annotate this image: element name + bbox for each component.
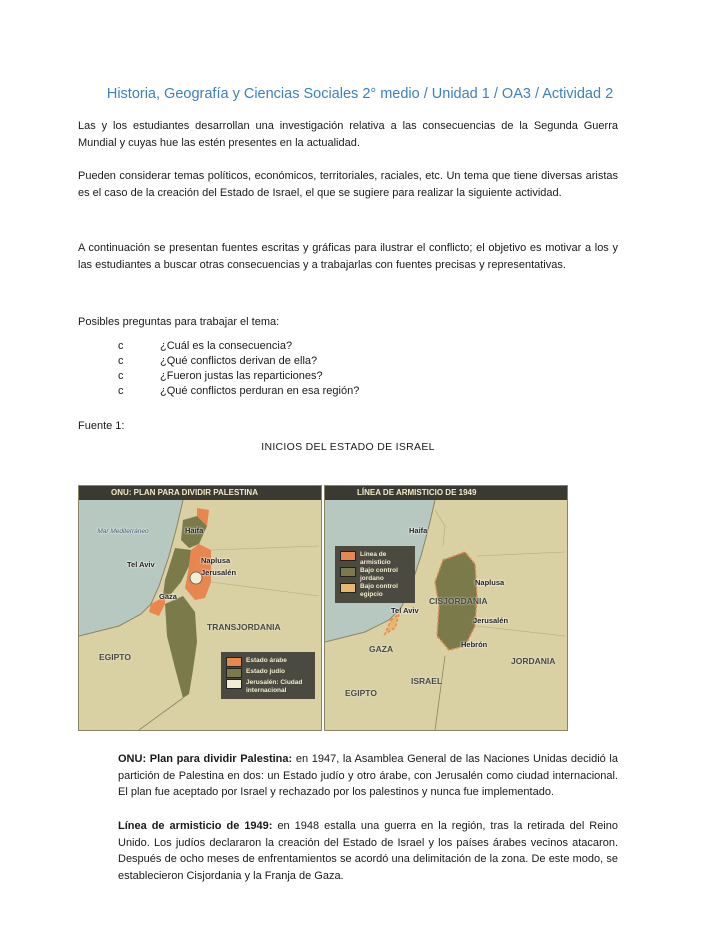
bullet-icon: c xyxy=(118,355,124,367)
region-label: EGIPTO xyxy=(99,652,131,662)
question-text: ¿Qué conflictos derivan de ella? xyxy=(160,355,318,367)
city-label: Naplusa xyxy=(475,578,505,587)
paragraph-preguntas: Posibles preguntas para trabajar el tema: xyxy=(78,316,280,328)
legend-swatch xyxy=(340,567,356,577)
questions-list xyxy=(118,339,359,399)
city-label: Tel Aviv xyxy=(391,606,419,615)
region-label: TRANSJORDANIA xyxy=(207,622,281,632)
paragraph-intro: Las y los estudiantes desarrollan una investigación relativa a las consecuencias de la Segunda Guerra Mundial y cuyas hue las estén presentes en la actualidad. xyxy=(78,120,618,149)
list-item xyxy=(118,384,359,399)
city-label: Naplusa xyxy=(201,556,231,565)
legend-swatch xyxy=(226,679,242,689)
city-label: Haifa xyxy=(409,526,428,535)
source-label: Fuente 1: xyxy=(78,420,125,432)
map-legend xyxy=(335,546,415,603)
page-title: Historia, Geografía y Ciencias Sociales 2° medio / Unidad 1 / OA3 / Actividad 2 xyxy=(106,86,614,102)
list-item xyxy=(118,369,359,384)
bullet-icon: c xyxy=(118,385,124,397)
city-label: Haifa xyxy=(185,526,204,535)
description-heading: ONU: Plan para dividir Palestina: xyxy=(118,753,293,765)
map-header: ONU: PLAN PARA DIVIDIR PALESTINA xyxy=(79,486,321,500)
bullet-icon: c xyxy=(118,340,124,352)
question-text: ¿Cuál es la consecuencia? xyxy=(160,340,293,352)
sea-label: Mar Mediterráneo xyxy=(97,528,149,535)
legend-item: Bajo control egipcio xyxy=(340,583,410,598)
question-text: ¿Qué conflictos perduran en esa región? xyxy=(160,385,360,397)
region-label: ISRAEL xyxy=(411,676,443,686)
legend-item: Jerusalén: Ciudad internacional xyxy=(226,679,310,694)
description-text: en 1948 estalla una guerra en la región, tras la retirada del Reino Unido. Los judíos declararon la creación del Estado de Israel y los países árabes vecinos atacaron. Después de ocho meses de enfrentamientos se acordó una delimitación de la zona. De este modo, se establecieron Cisjordania y la Franja de Gaza. xyxy=(118,820,618,882)
legend-swatch xyxy=(340,583,356,593)
list-item xyxy=(118,339,359,354)
description-text: en 1947, la Asamblea General de las Naciones Unidas decidió la partición de Palestina en dos: un Estado judío y otro árabe, con Jerusalén como ciudad internacional. El plan fue aceptado por Israel y rechazado por los palestinos y nunca fue implementado. xyxy=(118,753,618,798)
region-label: CISJORDANIA xyxy=(429,596,488,606)
description-armisticio xyxy=(118,818,618,884)
map-onu-partition xyxy=(78,485,322,731)
legend-swatch xyxy=(340,551,356,561)
city-label: Hebrón xyxy=(461,640,488,649)
bullet-icon: c xyxy=(118,370,124,382)
city-label: Gaza xyxy=(159,592,177,601)
map-armistice-1949 xyxy=(324,485,568,731)
legend-swatch xyxy=(226,657,242,667)
map-legend xyxy=(221,652,315,699)
city-label: Tel Aviv xyxy=(127,560,155,569)
legend-item: Estado judío xyxy=(226,668,310,678)
city-label: Jerusalén xyxy=(473,616,509,625)
paragraph-fuentes: A continuación se presentan fuentes escritas y gráficas para ilustrar el conflicto; el objetivo es motivar a los y las estudiantes a buscar otras consecuencias y a trabajarlas con fuentes precisas y representativas. xyxy=(78,242,618,271)
legend-item: Línea de armisticio xyxy=(340,551,410,566)
paragraph-temas: Pueden considerar temas políticos, económicos, territoriales, raciales, etc. Un tema que tiene diversas aristas es el caso de la creación del Estado de Israel, el que se sugiere para realizar la siguiente actividad. xyxy=(78,170,618,199)
list-item xyxy=(118,354,359,369)
legend-swatch xyxy=(226,668,242,678)
description-onu xyxy=(118,751,618,801)
legend-item: Bajo control jordano xyxy=(340,567,410,582)
city-label: Jerusalén xyxy=(201,568,237,577)
question-text: ¿Fueron justas las reparticiones? xyxy=(160,370,323,382)
description-heading: Línea de armisticio de 1949: xyxy=(118,820,273,832)
legend-item: Estado árabe xyxy=(226,657,310,667)
region-label: GAZA xyxy=(369,644,394,654)
region-label: EGIPTO xyxy=(345,688,377,698)
region-label: JORDANIA xyxy=(511,656,556,666)
figure-title: INICIOS DEL ESTADO DE ISRAEL xyxy=(261,441,435,453)
map-header: LÍNEA DE ARMISTICIO DE 1949 xyxy=(325,486,567,500)
